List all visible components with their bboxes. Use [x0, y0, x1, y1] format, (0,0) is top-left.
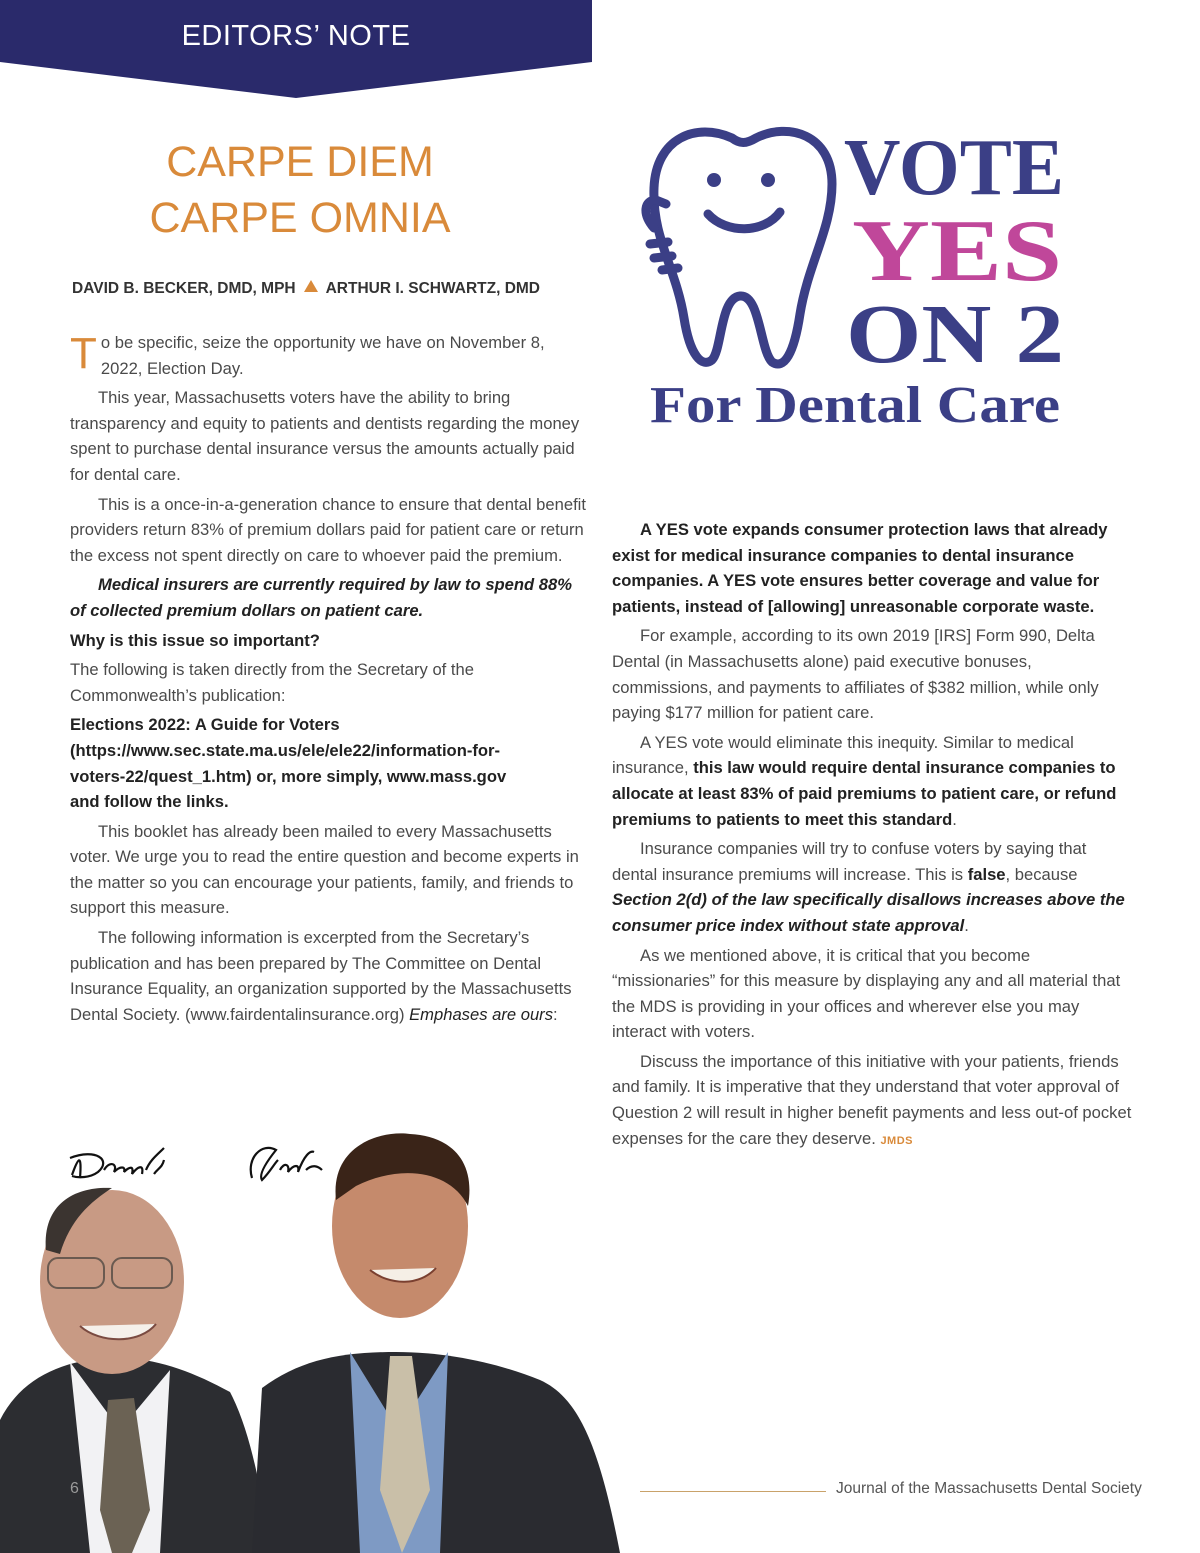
- paragraph: This year, Massachusetts voters have the ability to bring transparency and equity to patients and dentists regarding the money spent to purchase dental insurance versus the amounts actually paid for dental care.: [70, 388, 580, 484]
- paragraph: To be specific, seize the opportunity we have on November 8, 2022, Election Day.: [70, 329, 545, 378]
- paragraph: As we mentioned above, it is critical that you become “missionaries” for this measure by displaying any and all material that the MDS is providing in your offices and wherever else you may interact with voters.: [612, 945, 1121, 1042]
- tooth-eye-right: [761, 173, 775, 187]
- byline: [72, 280, 592, 298]
- drop-cap: T: [70, 329, 97, 378]
- logo-tagline: For Dental Care: [650, 377, 1060, 434]
- paragraph: The following is taken directly from the Secretary of the Commonwealth’s publication:: [70, 660, 474, 705]
- signature-arthur: [251, 1148, 322, 1180]
- paragraph: For example, according to its own 2019 [IRS] Form 990, Delta Dental (in Massachusetts alone) paid executive bonuses, commissions, and payments to affiliates of $382 million, while only paying $177 million for patient care.: [612, 626, 1099, 723]
- paragraph: Discuss the importance of this initiative with your patients, friends and family. It is imperative that they understand that voter approval of Question 2 will result in higher benefit payments and less out-of pocket expenses for the care they deserve. JMDS: [612, 1051, 1132, 1148]
- logo-on2-text: ON 2: [846, 288, 1064, 381]
- paragraph: This is a once-in-a-generation chance to ensure that dental benefit providers return 83% of premium dollars paid for patient care or return the excess not spent directly on care to whoever paid the premium.: [70, 494, 586, 565]
- logo-vote-text: VOTE: [844, 124, 1064, 212]
- emphasis-paragraph: Medical insurers are currently required by law to spend 88% of collected premium dollars on patient care.: [70, 575, 573, 620]
- triangle-separator-icon: [304, 280, 318, 292]
- guide-reference: Elections 2022: A Guide for Voters (https://www.sec.state.ma.us/ele/ele22/information-for-voters-22/quest_1.htm) or, more simply, www.mass.gov and follow the links.: [70, 715, 507, 812]
- signature-david: [70, 1148, 164, 1178]
- journal-name: Journal of the Massachusetts Dental Society: [836, 1480, 1142, 1497]
- paragraph: The following information is excerpted from the Secretary’s publication and has been prepared by The Committee on Dental Insurance Equality, an organization supported by the Massachusetts Dental Society. (www.fairdentalinsurance.org) Emphases are ours:: [70, 928, 572, 1024]
- paragraph: This booklet has already been mailed to every Massachusetts voter. We urge you to read the entire question and become experts in the matter so you can encourage your patients, family, and friends to support this measure.: [70, 821, 579, 918]
- author-2: ARTHUR I. SCHWARTZ, DMD: [325, 280, 541, 297]
- emphasis-note: Emphases are ours: [409, 1004, 553, 1024]
- vote-yes-on-2-logo: [636, 118, 1076, 438]
- page-number: 6: [70, 1480, 79, 1497]
- paragraph: A YES vote would eliminate this inequity. Similar to medical insurance, this law would require dental insurance companies to allocate at least 83% of paid premiums to patient care, or refund premiums to patients to meet this standard.: [612, 732, 1117, 829]
- left-column: [70, 330, 590, 1031]
- subheading: Why is this issue so important?: [70, 630, 320, 650]
- author-1: DAVID B. BECKER, DMD, MPH: [72, 280, 296, 297]
- footer-rule: [640, 1491, 826, 1492]
- emphasis-paragraph: A YES vote expands consumer protection laws that already exist for medical insurance companies to dental insurance companies. A YES vote ensures better coverage and value for patients, instead of [allowing] unreasonable corporate waste.: [612, 520, 1108, 616]
- tooth-eye-left: [707, 173, 721, 187]
- section-banner: [0, 0, 592, 98]
- right-column: [612, 517, 1132, 1158]
- article-title: [70, 134, 530, 246]
- jmds-end-mark: JMDS: [880, 1134, 913, 1147]
- authors-photo: [0, 1130, 625, 1553]
- tooth-mascot-icon: [646, 131, 832, 364]
- title-line-1: CARPE DIEM: [166, 138, 434, 186]
- logo-yes-text: YES: [852, 203, 1062, 300]
- title-line-2: CARPE OMNIA: [149, 194, 451, 242]
- paragraph: Insurance companies will try to confuse voters by saying that dental insurance premiums will increase. This is false, because Section 2(d) of the law specifically disallows increases above the consumer price index without state approval.: [612, 839, 1125, 935]
- section-label: EDITORS’ NOTE: [181, 20, 411, 52]
